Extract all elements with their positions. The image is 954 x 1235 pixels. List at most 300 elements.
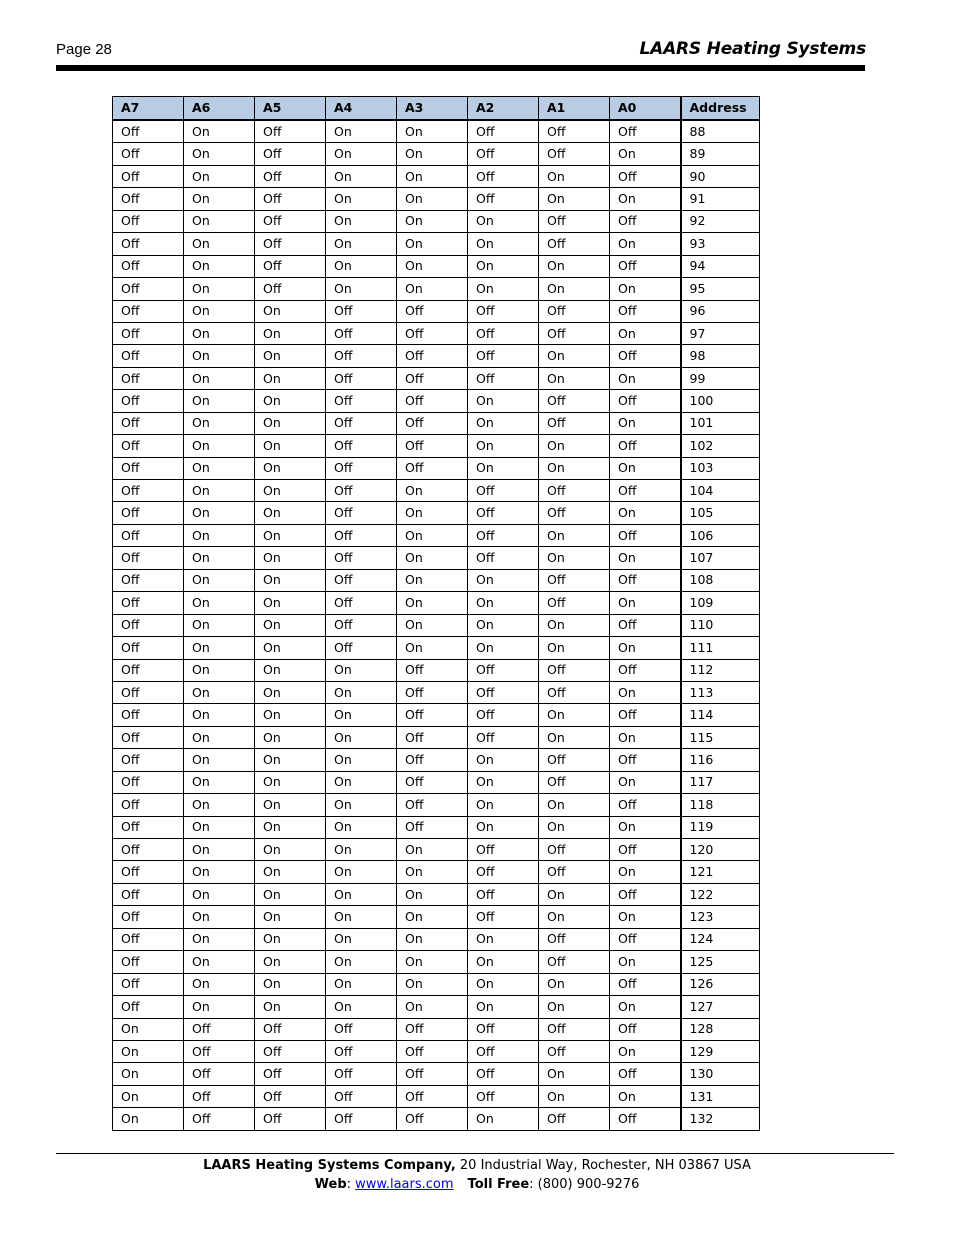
switch-state-cell: Off bbox=[184, 1085, 255, 1107]
switch-state-cell: On bbox=[255, 681, 326, 703]
switch-state-cell: On bbox=[255, 839, 326, 861]
switch-state-cell: Off bbox=[113, 928, 184, 950]
switch-state-cell: On bbox=[326, 143, 397, 165]
header-rule bbox=[56, 65, 865, 71]
switch-state-cell: Off bbox=[468, 120, 539, 143]
address-cell: 91 bbox=[681, 188, 760, 210]
switch-state-cell: Off bbox=[468, 300, 539, 322]
switch-state-cell: Off bbox=[468, 188, 539, 210]
table-row bbox=[113, 210, 760, 232]
switch-state-cell: On bbox=[397, 143, 468, 165]
switch-state-cell: Off bbox=[184, 1040, 255, 1062]
column-header-a1: A1 bbox=[539, 97, 610, 121]
switch-state-cell: On bbox=[184, 435, 255, 457]
switch-state-cell: On bbox=[184, 233, 255, 255]
switch-state-cell: Off bbox=[113, 435, 184, 457]
switch-state-cell: Off bbox=[326, 412, 397, 434]
switch-state-cell: Off bbox=[468, 1085, 539, 1107]
switch-state-cell: On bbox=[539, 165, 610, 187]
switch-state-cell: On bbox=[539, 816, 610, 838]
switch-state-cell: On bbox=[255, 816, 326, 838]
switch-state-cell: Off bbox=[397, 704, 468, 726]
address-cell: 121 bbox=[681, 861, 760, 883]
switch-state-cell: Off bbox=[539, 569, 610, 591]
switch-state-cell: Off bbox=[468, 883, 539, 905]
footer-address: 20 Industrial Way, Rochester, NH 03867 USA bbox=[455, 1158, 751, 1173]
switch-state-cell: Off bbox=[113, 614, 184, 636]
table-row bbox=[113, 681, 760, 703]
switch-state-cell: On bbox=[468, 973, 539, 995]
switch-state-cell: On bbox=[468, 794, 539, 816]
switch-state-cell: Off bbox=[113, 996, 184, 1018]
switch-state-cell: On bbox=[468, 637, 539, 659]
table-row bbox=[113, 367, 760, 389]
address-cell: 122 bbox=[681, 883, 760, 905]
switch-state-cell: On bbox=[184, 278, 255, 300]
switch-state-cell: On bbox=[326, 659, 397, 681]
switch-state-cell: Off bbox=[610, 1108, 681, 1130]
switch-state-cell: On bbox=[610, 502, 681, 524]
switch-state-cell: Off bbox=[326, 569, 397, 591]
switch-state-cell: On bbox=[326, 771, 397, 793]
switch-state-cell: On bbox=[255, 637, 326, 659]
switch-state-cell: On bbox=[326, 188, 397, 210]
address-cell: 132 bbox=[681, 1108, 760, 1130]
switch-state-cell: On bbox=[468, 996, 539, 1018]
switch-state-cell: Off bbox=[113, 637, 184, 659]
switch-state-cell: Off bbox=[610, 255, 681, 277]
switch-state-cell: On bbox=[184, 502, 255, 524]
switch-state-cell: On bbox=[255, 367, 326, 389]
switch-state-cell: On bbox=[610, 1085, 681, 1107]
switch-state-cell: On bbox=[184, 794, 255, 816]
switch-state-cell: Off bbox=[539, 120, 610, 143]
switch-state-cell: Off bbox=[113, 951, 184, 973]
switch-state-cell: Off bbox=[255, 120, 326, 143]
switch-state-cell: Off bbox=[113, 592, 184, 614]
address-cell: 118 bbox=[681, 794, 760, 816]
switch-state-cell: Off bbox=[326, 435, 397, 457]
footer-company: LAARS Heating Systems Company, bbox=[203, 1158, 456, 1173]
address-cell: 120 bbox=[681, 839, 760, 861]
switch-state-cell: Off bbox=[113, 569, 184, 591]
address-cell: 114 bbox=[681, 704, 760, 726]
switch-state-cell: On bbox=[397, 906, 468, 928]
switch-state-cell: On bbox=[113, 1040, 184, 1062]
switch-state-cell: Off bbox=[113, 412, 184, 434]
switch-state-cell: On bbox=[610, 816, 681, 838]
switch-state-cell: On bbox=[539, 996, 610, 1018]
switch-state-cell: On bbox=[539, 973, 610, 995]
switch-state-cell: Off bbox=[113, 726, 184, 748]
switch-state-cell: On bbox=[255, 435, 326, 457]
address-cell: 123 bbox=[681, 906, 760, 928]
switch-state-cell: On bbox=[184, 771, 255, 793]
address-cell: 124 bbox=[681, 928, 760, 950]
switch-state-cell: Off bbox=[113, 681, 184, 703]
switch-state-cell: On bbox=[326, 951, 397, 973]
switch-state-cell: On bbox=[397, 861, 468, 883]
address-cell: 90 bbox=[681, 165, 760, 187]
switch-state-cell: Off bbox=[468, 524, 539, 546]
switch-state-cell: Off bbox=[326, 345, 397, 367]
switch-state-cell: On bbox=[539, 524, 610, 546]
switch-state-cell: Off bbox=[326, 390, 397, 412]
switch-state-cell: On bbox=[255, 973, 326, 995]
switch-state-cell: On bbox=[468, 816, 539, 838]
switch-state-cell: Off bbox=[539, 480, 610, 502]
switch-state-cell: Off bbox=[397, 771, 468, 793]
switch-state-cell: Off bbox=[397, 1018, 468, 1040]
switch-state-cell: Off bbox=[539, 1108, 610, 1130]
switch-state-cell: Off bbox=[468, 322, 539, 344]
switch-state-cell: On bbox=[539, 883, 610, 905]
table-row bbox=[113, 883, 760, 905]
switch-state-cell: Off bbox=[326, 637, 397, 659]
switch-state-cell: Off bbox=[255, 165, 326, 187]
switch-state-cell: On bbox=[468, 928, 539, 950]
address-cell: 93 bbox=[681, 233, 760, 255]
switch-state-cell: On bbox=[468, 233, 539, 255]
table-row bbox=[113, 300, 760, 322]
switch-state-cell: Off bbox=[539, 210, 610, 232]
switch-state-cell: On bbox=[255, 457, 326, 479]
address-cell: 129 bbox=[681, 1040, 760, 1062]
switch-state-cell: On bbox=[397, 592, 468, 614]
switch-state-cell: On bbox=[610, 592, 681, 614]
switch-state-cell: Off bbox=[610, 120, 681, 143]
switch-state-cell: Off bbox=[610, 794, 681, 816]
table-row bbox=[113, 704, 760, 726]
switch-state-cell: Off bbox=[539, 771, 610, 793]
switch-state-cell: Off bbox=[468, 165, 539, 187]
switch-state-cell: On bbox=[255, 412, 326, 434]
switch-state-cell: Off bbox=[610, 883, 681, 905]
switch-state-cell: On bbox=[255, 794, 326, 816]
switch-state-cell: Off bbox=[326, 524, 397, 546]
switch-state-cell: On bbox=[397, 233, 468, 255]
switch-state-cell: Off bbox=[113, 794, 184, 816]
table-row bbox=[113, 390, 760, 412]
switch-state-cell: On bbox=[326, 120, 397, 143]
switch-state-cell: Off bbox=[539, 659, 610, 681]
switch-state-cell: Off bbox=[539, 592, 610, 614]
switch-state-cell: On bbox=[468, 210, 539, 232]
switch-state-cell: Off bbox=[468, 1040, 539, 1062]
switch-state-cell: On bbox=[184, 996, 255, 1018]
switch-state-cell: On bbox=[610, 547, 681, 569]
switch-state-cell: On bbox=[184, 704, 255, 726]
switch-state-cell: On bbox=[397, 255, 468, 277]
switch-state-cell: Off bbox=[184, 1108, 255, 1130]
switch-state-cell: On bbox=[255, 906, 326, 928]
table-row bbox=[113, 278, 760, 300]
switch-state-cell: Off bbox=[113, 210, 184, 232]
switch-state-cell: On bbox=[184, 928, 255, 950]
address-cell: 103 bbox=[681, 457, 760, 479]
switch-state-cell: On bbox=[255, 928, 326, 950]
switch-state-cell: Off bbox=[113, 659, 184, 681]
table-row bbox=[113, 726, 760, 748]
address-cell: 131 bbox=[681, 1085, 760, 1107]
switch-state-cell: Off bbox=[539, 1018, 610, 1040]
switch-state-cell: On bbox=[468, 278, 539, 300]
switch-state-cell: On bbox=[255, 390, 326, 412]
switch-state-cell: On bbox=[184, 906, 255, 928]
switch-state-cell: Off bbox=[397, 457, 468, 479]
address-cell: 98 bbox=[681, 345, 760, 367]
dip-switch-address-table bbox=[112, 96, 760, 1131]
switch-state-cell: Off bbox=[326, 1018, 397, 1040]
switch-state-cell: On bbox=[397, 928, 468, 950]
switch-state-cell: On bbox=[113, 1018, 184, 1040]
table-row bbox=[113, 659, 760, 681]
table-row bbox=[113, 771, 760, 793]
switch-state-cell: On bbox=[397, 120, 468, 143]
switch-state-cell: Off bbox=[113, 749, 184, 771]
column-header-a6: A6 bbox=[184, 97, 255, 121]
table-row bbox=[113, 592, 760, 614]
table-row bbox=[113, 322, 760, 344]
switch-state-cell: On bbox=[113, 1085, 184, 1107]
switch-state-cell: Off bbox=[610, 973, 681, 995]
switch-state-cell: On bbox=[326, 210, 397, 232]
switch-state-cell: On bbox=[326, 861, 397, 883]
switch-state-cell: On bbox=[255, 951, 326, 973]
switch-state-cell: On bbox=[184, 120, 255, 143]
table-row bbox=[113, 637, 760, 659]
switch-state-cell: Off bbox=[468, 659, 539, 681]
switch-state-cell: Off bbox=[610, 704, 681, 726]
switch-state-cell: Off bbox=[397, 726, 468, 748]
switch-state-cell: On bbox=[610, 906, 681, 928]
switch-state-cell: Off bbox=[610, 300, 681, 322]
switch-state-cell: Off bbox=[113, 704, 184, 726]
switch-state-cell: Off bbox=[468, 345, 539, 367]
switch-state-cell: Off bbox=[255, 1108, 326, 1130]
switch-state-cell: Off bbox=[113, 816, 184, 838]
switch-state-cell: On bbox=[539, 704, 610, 726]
switch-state-cell: On bbox=[468, 412, 539, 434]
switch-state-cell: On bbox=[255, 726, 326, 748]
website-link[interactable]: www.laars.com bbox=[355, 1177, 454, 1192]
table-row bbox=[113, 143, 760, 165]
switch-state-cell: Off bbox=[539, 390, 610, 412]
address-cell: 126 bbox=[681, 973, 760, 995]
switch-state-cell: Off bbox=[397, 749, 468, 771]
table-row bbox=[113, 412, 760, 434]
switch-state-cell: On bbox=[184, 547, 255, 569]
switch-state-cell: Off bbox=[113, 143, 184, 165]
table-row bbox=[113, 816, 760, 838]
switch-state-cell: On bbox=[326, 749, 397, 771]
switch-state-cell: Off bbox=[184, 1018, 255, 1040]
switch-state-cell: On bbox=[184, 681, 255, 703]
switch-state-cell: On bbox=[468, 951, 539, 973]
address-cell: 92 bbox=[681, 210, 760, 232]
switch-state-cell: Off bbox=[113, 861, 184, 883]
switch-state-cell: Off bbox=[539, 1040, 610, 1062]
switch-state-cell: On bbox=[184, 143, 255, 165]
switch-state-cell: Off bbox=[610, 524, 681, 546]
switch-state-cell: On bbox=[184, 659, 255, 681]
switch-state-cell: On bbox=[184, 839, 255, 861]
footer-contact-line bbox=[0, 1177, 954, 1192]
column-header-a3: A3 bbox=[397, 97, 468, 121]
table-row bbox=[113, 1063, 760, 1085]
switch-state-cell: On bbox=[539, 726, 610, 748]
switch-state-cell: Off bbox=[113, 322, 184, 344]
switch-state-cell: Off bbox=[397, 1108, 468, 1130]
switch-state-cell: Off bbox=[255, 278, 326, 300]
switch-state-cell: Off bbox=[255, 255, 326, 277]
switch-state-cell: Off bbox=[610, 345, 681, 367]
switch-state-cell: Off bbox=[468, 1063, 539, 1085]
table-row bbox=[113, 188, 760, 210]
switch-state-cell: On bbox=[184, 345, 255, 367]
switch-state-cell: Off bbox=[397, 1040, 468, 1062]
switch-state-cell: Off bbox=[397, 816, 468, 838]
switch-state-cell: On bbox=[468, 592, 539, 614]
footer-tollfree-value: : (800) 900-9276 bbox=[529, 1177, 640, 1192]
switch-state-cell: Off bbox=[539, 300, 610, 322]
switch-state-cell: Off bbox=[539, 143, 610, 165]
switch-state-cell: On bbox=[184, 457, 255, 479]
switch-state-cell: Off bbox=[113, 345, 184, 367]
switch-state-cell: On bbox=[539, 255, 610, 277]
switch-state-cell: On bbox=[184, 255, 255, 277]
switch-state-cell: Off bbox=[539, 233, 610, 255]
column-header-address: Address bbox=[681, 97, 760, 121]
brand-title: LAARS Heating Systems bbox=[639, 39, 866, 59]
switch-state-cell: Off bbox=[255, 1040, 326, 1062]
table-row bbox=[113, 480, 760, 502]
address-cell: 102 bbox=[681, 435, 760, 457]
switch-state-cell: Off bbox=[539, 502, 610, 524]
table-row bbox=[113, 233, 760, 255]
column-header-a0: A0 bbox=[610, 97, 681, 121]
switch-state-cell: On bbox=[397, 996, 468, 1018]
switch-state-cell: Off bbox=[113, 367, 184, 389]
footer-web-sep: : bbox=[346, 1177, 356, 1192]
switch-state-cell: On bbox=[397, 524, 468, 546]
address-cell: 127 bbox=[681, 996, 760, 1018]
address-cell: 107 bbox=[681, 547, 760, 569]
address-cell: 105 bbox=[681, 502, 760, 524]
switch-state-cell: Off bbox=[255, 1085, 326, 1107]
switch-state-cell: Off bbox=[326, 457, 397, 479]
switch-state-cell: Off bbox=[113, 883, 184, 905]
switch-state-cell: On bbox=[184, 973, 255, 995]
table-row bbox=[113, 973, 760, 995]
switch-state-cell: Off bbox=[539, 749, 610, 771]
switch-state-cell: On bbox=[610, 143, 681, 165]
switch-state-cell: On bbox=[255, 749, 326, 771]
table-row bbox=[113, 569, 760, 591]
switch-state-cell: On bbox=[184, 569, 255, 591]
switch-state-cell: On bbox=[113, 1108, 184, 1130]
switch-state-cell: On bbox=[326, 278, 397, 300]
address-cell: 100 bbox=[681, 390, 760, 412]
switch-state-cell: On bbox=[610, 367, 681, 389]
switch-state-cell: On bbox=[255, 524, 326, 546]
switch-state-cell: On bbox=[397, 569, 468, 591]
switch-state-cell: On bbox=[255, 614, 326, 636]
switch-state-cell: Off bbox=[539, 928, 610, 950]
switch-state-cell: Off bbox=[397, 1085, 468, 1107]
switch-state-cell: On bbox=[468, 457, 539, 479]
switch-state-cell: On bbox=[184, 861, 255, 883]
switch-state-cell: On bbox=[184, 883, 255, 905]
switch-state-cell: On bbox=[397, 614, 468, 636]
switch-state-cell: Off bbox=[255, 1018, 326, 1040]
switch-state-cell: On bbox=[326, 928, 397, 950]
switch-state-cell: Off bbox=[610, 614, 681, 636]
switch-state-cell: Off bbox=[397, 322, 468, 344]
table-header-row bbox=[113, 97, 760, 121]
table-row bbox=[113, 524, 760, 546]
switch-state-cell: On bbox=[326, 883, 397, 905]
footer-address-line bbox=[0, 1158, 954, 1173]
switch-state-cell: Off bbox=[397, 681, 468, 703]
switch-state-cell: On bbox=[397, 637, 468, 659]
switch-state-cell: On bbox=[255, 569, 326, 591]
switch-state-cell: On bbox=[610, 278, 681, 300]
switch-state-cell: Off bbox=[610, 480, 681, 502]
address-cell: 110 bbox=[681, 614, 760, 636]
switch-state-cell: Off bbox=[113, 165, 184, 187]
address-cell: 101 bbox=[681, 412, 760, 434]
switch-state-cell: On bbox=[539, 345, 610, 367]
switch-state-cell: On bbox=[184, 592, 255, 614]
switch-state-cell: On bbox=[468, 771, 539, 793]
switch-state-cell: On bbox=[539, 614, 610, 636]
switch-state-cell: On bbox=[255, 659, 326, 681]
switch-state-cell: On bbox=[326, 233, 397, 255]
switch-state-cell: On bbox=[184, 412, 255, 434]
switch-state-cell: On bbox=[326, 255, 397, 277]
switch-state-cell: On bbox=[539, 457, 610, 479]
switch-state-cell: On bbox=[468, 569, 539, 591]
switch-state-cell: Off bbox=[326, 1063, 397, 1085]
switch-state-cell: On bbox=[184, 390, 255, 412]
switch-state-cell: Off bbox=[113, 233, 184, 255]
address-cell: 95 bbox=[681, 278, 760, 300]
switch-state-cell: Off bbox=[113, 255, 184, 277]
address-cell: 88 bbox=[681, 120, 760, 143]
column-header-a2: A2 bbox=[468, 97, 539, 121]
switch-state-cell: On bbox=[184, 367, 255, 389]
switch-state-cell: Off bbox=[468, 1018, 539, 1040]
table-row bbox=[113, 1040, 760, 1062]
switch-state-cell: Off bbox=[397, 412, 468, 434]
table-row bbox=[113, 502, 760, 524]
switch-state-cell: On bbox=[326, 165, 397, 187]
switch-state-cell: Off bbox=[255, 143, 326, 165]
table-row bbox=[113, 1085, 760, 1107]
address-cell: 94 bbox=[681, 255, 760, 277]
switch-state-cell: On bbox=[610, 726, 681, 748]
address-cell: 111 bbox=[681, 637, 760, 659]
table-row bbox=[113, 749, 760, 771]
footer-tollfree-label: Toll Free bbox=[467, 1177, 530, 1192]
address-cell: 99 bbox=[681, 367, 760, 389]
switch-state-cell: Off bbox=[326, 322, 397, 344]
switch-state-cell: On bbox=[397, 973, 468, 995]
switch-state-cell: Off bbox=[610, 749, 681, 771]
switch-state-cell: On bbox=[255, 704, 326, 726]
switch-state-cell: Off bbox=[113, 524, 184, 546]
